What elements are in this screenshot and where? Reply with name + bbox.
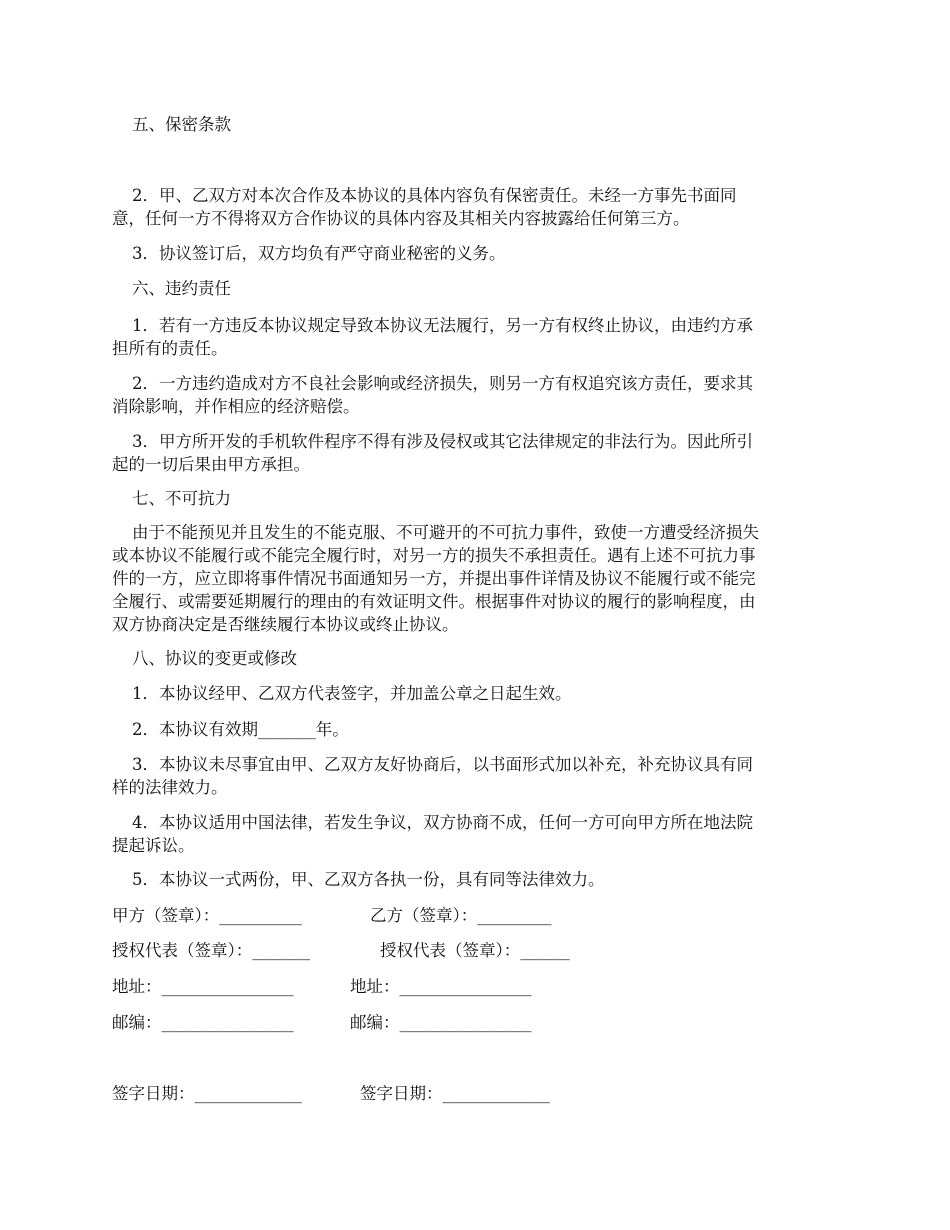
section7-body-line1: 由于不能预见并且发生的不能克服、不可避开的不可抗力事件，致使一方遭受经济损失 [132,523,759,542]
section8-item5: 5．本协议一式两份，甲、乙双方各执一份，具有同等法律效力。 [132,870,605,889]
party-b-address-field: 地址：________________ [350,977,532,996]
section6-item2-line1: 2．一方违约造成对方不良社会影响或经济损失，则另一方有权追究该方责任，要求其 [132,374,753,393]
section8-heading: 八、协议的变更或修改 [132,649,297,668]
section7-heading: 七、不可抗力 [132,489,231,508]
section7-body-line3: 件的一方，应立即将事件情况书面通知另一方，并提出事件详情及协议不能履行或不能完 [112,569,756,588]
section8-item3-line2: 样的法律效力。 [112,778,228,797]
section5-item3: 3．协议签订后，双方均负有严守商业秘密的义务。 [132,244,506,263]
section7-body-line5: 双方协商决定是否继续履行本协议或终止协议。 [112,615,459,634]
section8-item4-line1: 4．本协议适用中国法律，若发生争议，双方协商不成，任何一方可向甲方所在地法院 [132,813,753,832]
section6-heading: 六、违约责任 [132,279,231,298]
section8-item4-line2: 提起诉讼。 [112,836,195,855]
section6-item1-line2: 担所有的责任。 [112,339,228,358]
party-a-signature-field: 甲方（签章）：__________ [112,906,302,925]
section8-item1: 1．本协议经甲、乙双方代表签字，并加盖公章之日起生效。 [132,684,572,703]
party-a-address-field: 地址：________________ [112,977,294,996]
party-a-sign-date-field: 签字日期：_____________ [112,1084,302,1103]
party-b-signature-field: 乙方（签章）：_________ [370,906,552,925]
party-b-sign-date-field: 签字日期：_____________ [360,1084,550,1103]
section8-item3-line1: 3．本协议未尽事宜由甲、乙双方友好协商后，以书面形式加以补充，补充协议具有同 [132,755,753,774]
section6-item1-line1: 1．若有一方违反本协议规定导致本协议无法履行，另一方有权终止协议，由违约方承 [132,316,753,335]
section5-item2-line2: 意，任何一方不得将双方合作协议的具体内容及其相关内容披露给任何第三方。 [112,209,690,228]
section6-item3-line2: 起的一切后果由甲方承担。 [112,455,310,474]
party-a-representative-field: 授权代表（签章）：_______ [112,941,310,960]
section6-item2-line2: 消除影响，并作相应的经济赔偿。 [112,397,360,416]
section8-item2: 2．本协议有效期_______年。 [132,720,349,739]
section5-item2-line1: 2．甲、乙双方对本次合作及本协议的具体内容负有保密责任。未经一方事先书面同 [132,186,737,205]
party-b-zip-field: 邮编：________________ [350,1013,532,1032]
party-b-representative-field: 授权代表（签章）：______ [380,941,570,960]
section7-body-line2: 或本协议不能履行或不能完全履行时，对另一方的损失不承担责任。遇有上述不可抗力事 [112,546,756,565]
section6-item3-line1: 3．甲方所开发的手机软件程序不得有涉及侵权或其它法律规定的非法行为。因此所引 [132,432,753,451]
section5-heading: 五、保密条款 [132,115,231,134]
section7-body-line4: 全履行、或需要延期履行的理由的有效证明文件。根据事件对协议的履行的影响程度，由 [112,592,756,611]
party-a-zip-field: 邮编：________________ [112,1013,294,1032]
